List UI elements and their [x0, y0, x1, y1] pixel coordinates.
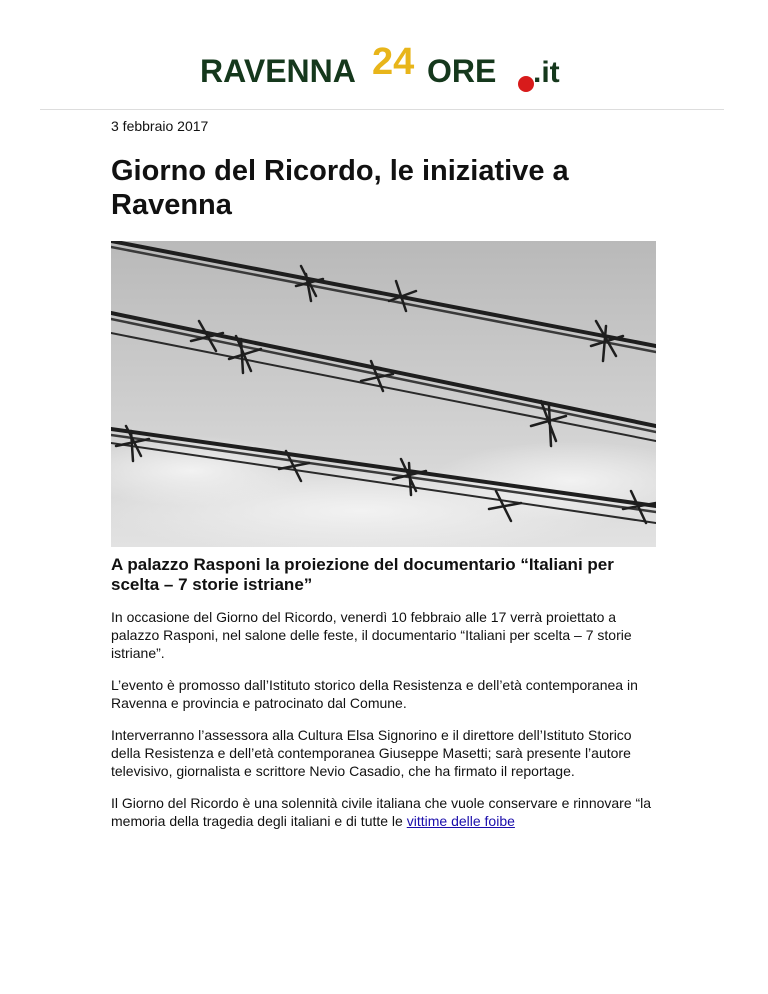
article-date: 3 febbraio 2017 [111, 118, 209, 134]
header-divider [40, 109, 724, 110]
article-paragraph: Interverranno l’assessora alla Cultura Elsa Signorino e il direttore dell’Istituto Storico della Resistenza e dell’età contemporanea Giuseppe Masetti; sarà presente l’autore televisivo, giornalista e scrittore Nevio Casadio, che ha firmato il reportage. [111, 727, 632, 779]
masthead [0, 40, 768, 96]
article-body [111, 608, 656, 844]
article-subtitle: A palazzo Rasponi la proiezione del documentario “Italiani per scelta – 7 storie istriane” [111, 555, 614, 594]
logo-text-tld: .it [533, 56, 560, 89]
site-logo[interactable] [0, 40, 768, 96]
foibe-victims-link[interactable]: vittime delle foibe [406, 813, 515, 829]
barbed-wire-photo-icon [111, 241, 656, 547]
article-hero-image [111, 241, 656, 547]
logo-text-ore: ORE [427, 53, 497, 89]
article-paragraph-text: Il Giorno del Ricordo è una solennità civile italiana che vuole conservare e rinnovare “la memoria della tragedia degli italiani e di tutte le [111, 795, 652, 829]
logo-text-ravenna: RAVENNA [200, 53, 356, 89]
article-paragraph-last [111, 794, 656, 830]
article-title: Giorno del Ricordo, le iniziative a Ravenna [111, 155, 569, 221]
article-paragraph: In occasione del Giorno del Ricordo, venerdì 10 febbraio alle 17 verrà proiettato a palazzo Rasponi, nel salone delle feste, il documentario “Italiani per scelta – 7 storie istriane”. [111, 609, 632, 661]
logo-red-dot-icon [518, 76, 534, 92]
article-paragraph: L’evento è promosso dall’Istituto storico della Resistenza e dell’età contemporanea in Ravenna e provincia e patrocinato dal Comune. [111, 677, 638, 711]
logo-text-24: 24 [372, 41, 415, 83]
